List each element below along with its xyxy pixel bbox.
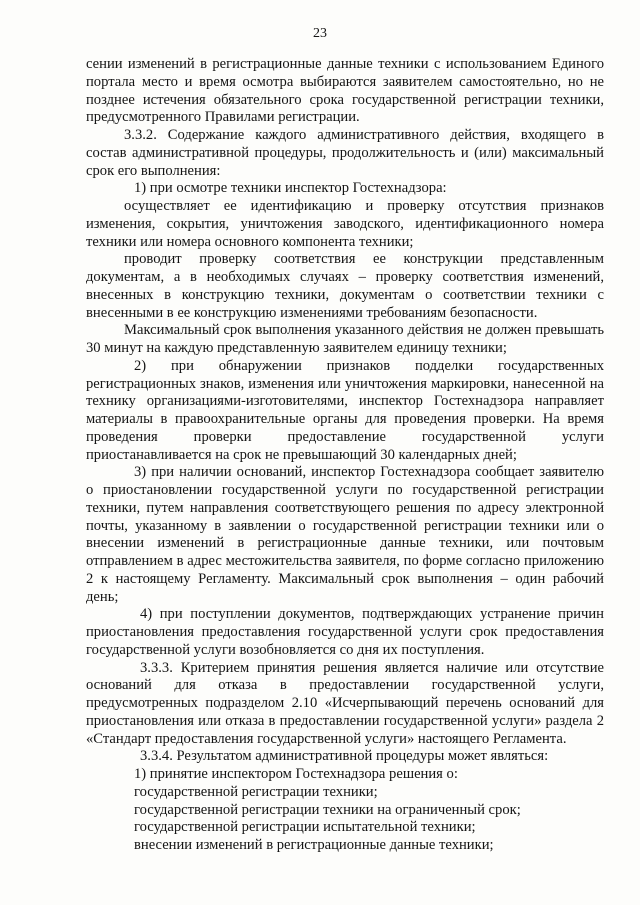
paragraph-inspection-intro: 1) при осмотре техники инспектор Гостехнадзора:	[134, 180, 447, 197]
document-body	[86, 56, 604, 855]
paragraph-max-time: Максимальный срок выполнения указанного действия не должен превышать 30 минут на каждую представленную заявителем единицу техники;	[86, 322, 604, 356]
list-item: внесении изменений в регистрационные данные техники;	[134, 837, 494, 853]
paragraph-construction-check: проводит проверку соответствия ее конструкции представленным документам, а в необходимых случаях – проверку соответствия изменений, внесенных в конструкцию техники, документам о соответствии техники с внесенными в ее конструкцию изменениями требованиям безопасности.	[86, 251, 604, 321]
list-item: государственной регистрации техники;	[134, 783, 378, 800]
list-item: 1) принятие инспектором Гостехнадзора решения о:	[134, 766, 458, 782]
paragraph-continuation: сении изменений в регистрационные данные техники с использованием Единого портала место и время осмотра выбираются заявителем самостоятельно, но не позднее истечения обязательного срока государственной регистрации техники, предусмотренного Правилами регистрации.	[86, 56, 604, 126]
paragraph-identification: осуществляет ее идентификацию и проверку отсутствия признаков изменения, сокрытия, уничтожения заводского, идентификационного номера техники или номера основного компонента техники;	[86, 198, 604, 250]
list-item: государственной регистрации испытательной техники;	[134, 819, 476, 836]
paragraph-3-3-2: 3.3.2. Содержание каждого административного действия, входящего в состав административной процедуры, продолжительность и (или) максимальный срок его выполнения:	[86, 127, 604, 179]
paragraph-suspension-notice: 3) при наличии оснований, инспектор Гостехнадзора сообщает заявителю о приостановлении государственной услуги по государственной регистрации техники, путем направления соответствующего решения по адресу электронной почты, указанному в заявлении о государственной регистрации техники или о внесении изменений в регистрационные данные техники, или почтовым отправлением в адрес местожительства заявителя, по форме согласно приложению 2 к настоящему Регламенту. Максимальный срок выполнения – один рабочий день;	[86, 464, 604, 605]
list-item: государственной регистрации техники на ограниченный срок;	[134, 801, 521, 818]
result-list	[86, 766, 604, 855]
paragraph-resumption: 4) при поступлении документов, подтверждающих устранение причин приостановления предоставления государственной услуги срок предоставления государственной услуги возобновляется со дня их поступления.	[86, 606, 604, 658]
page-number: 23	[313, 26, 327, 41]
paragraph-forgery-detection: 2) при обнаружении признаков подделки государственных регистрационных знаков, изменения или уничтожения маркировки, нанесенной на технику организациями-изготовителями, инспектор Гостехнадзора направляет материалы в правоохранительные органы для проведения проверки. На время проведения проверки предоставление государственной услуги приостанавливается на срок не превышающий 30 календарных дней;	[86, 357, 604, 463]
paragraph-3-3-3: 3.3.3. Критерием принятия решения является наличие или отсутствие оснований для отказа в предоставлении государственной услуги, предусмотренных подразделом 2.10 «Исчерпывающий перечень оснований для приостановления или отказа в предоставлении государственной услуги» раздела 2 «Стандарт предоставления государственной услуги» настоящего Регламента.	[86, 659, 604, 747]
paragraph-3-3-4: 3.3.4. Результатом административной процедуры может являться:	[140, 748, 549, 765]
